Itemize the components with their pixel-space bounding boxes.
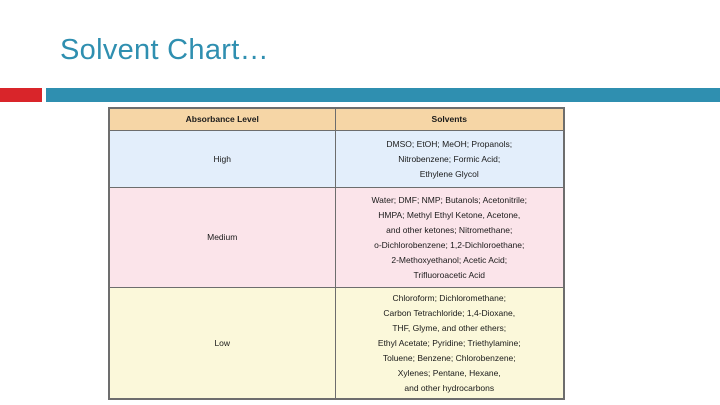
accent-bar-red xyxy=(0,88,42,102)
accent-bar-blue xyxy=(46,88,720,102)
level-cell: Low xyxy=(109,288,335,400)
solvents-cell xyxy=(335,288,564,400)
table-row xyxy=(109,131,564,188)
solvent-line: DMSO; EtOH; MeOH; Propanols; xyxy=(386,138,513,149)
solvent-line: THF, Glyme, and other ethers; xyxy=(392,322,507,333)
slide-title: Solvent Chart… xyxy=(60,34,269,66)
solvent-line: HMPA; Methyl Ethyl Ketone, Acetone, xyxy=(378,209,521,220)
solvents-cell xyxy=(335,131,564,188)
solvent-line: and other ketones; Nitromethane; xyxy=(386,224,513,235)
solvent-line: o-Dichlorobenzene; 1,2-Dichloroethane; xyxy=(374,239,525,250)
solvent-line: 2-Methoxyethanol; Acetic Acid; xyxy=(391,254,508,265)
solvent-line: Toluene; Benzene; Chlorobenzene; xyxy=(382,352,516,363)
table-row xyxy=(109,288,564,400)
solvent-line: Chloroform; Dichloromethane; xyxy=(392,292,506,303)
level-cell: High xyxy=(109,131,335,188)
solvent-line: Trifluoroacetic Acid xyxy=(413,269,485,280)
solvents-cell xyxy=(335,188,564,288)
solvent-line: and other hydrocarbons xyxy=(404,382,495,393)
header-solvents: Solvents xyxy=(335,108,564,131)
solvent-line: Nitrobenzene; Formic Acid; xyxy=(398,153,501,164)
table-header-row xyxy=(109,108,564,131)
solvent-line: Xylenes; Pentane, Hexane, xyxy=(397,367,501,378)
solvent-line: Ethyl Acetate; Pyridine; Triethylamine; xyxy=(377,337,521,348)
table-row xyxy=(109,188,564,288)
solvent-line: Carbon Tetrachloride; 1,4-Dioxane, xyxy=(383,307,516,318)
header-absorbance-level: Absorbance Level xyxy=(109,108,335,131)
solvent-chart-table xyxy=(108,107,565,400)
solvent-line: Ethylene Glycol xyxy=(419,168,479,179)
level-cell: Medium xyxy=(109,188,335,288)
solvent-line: Water; DMF; NMP; Butanols; Acetonitrile; xyxy=(371,194,528,205)
